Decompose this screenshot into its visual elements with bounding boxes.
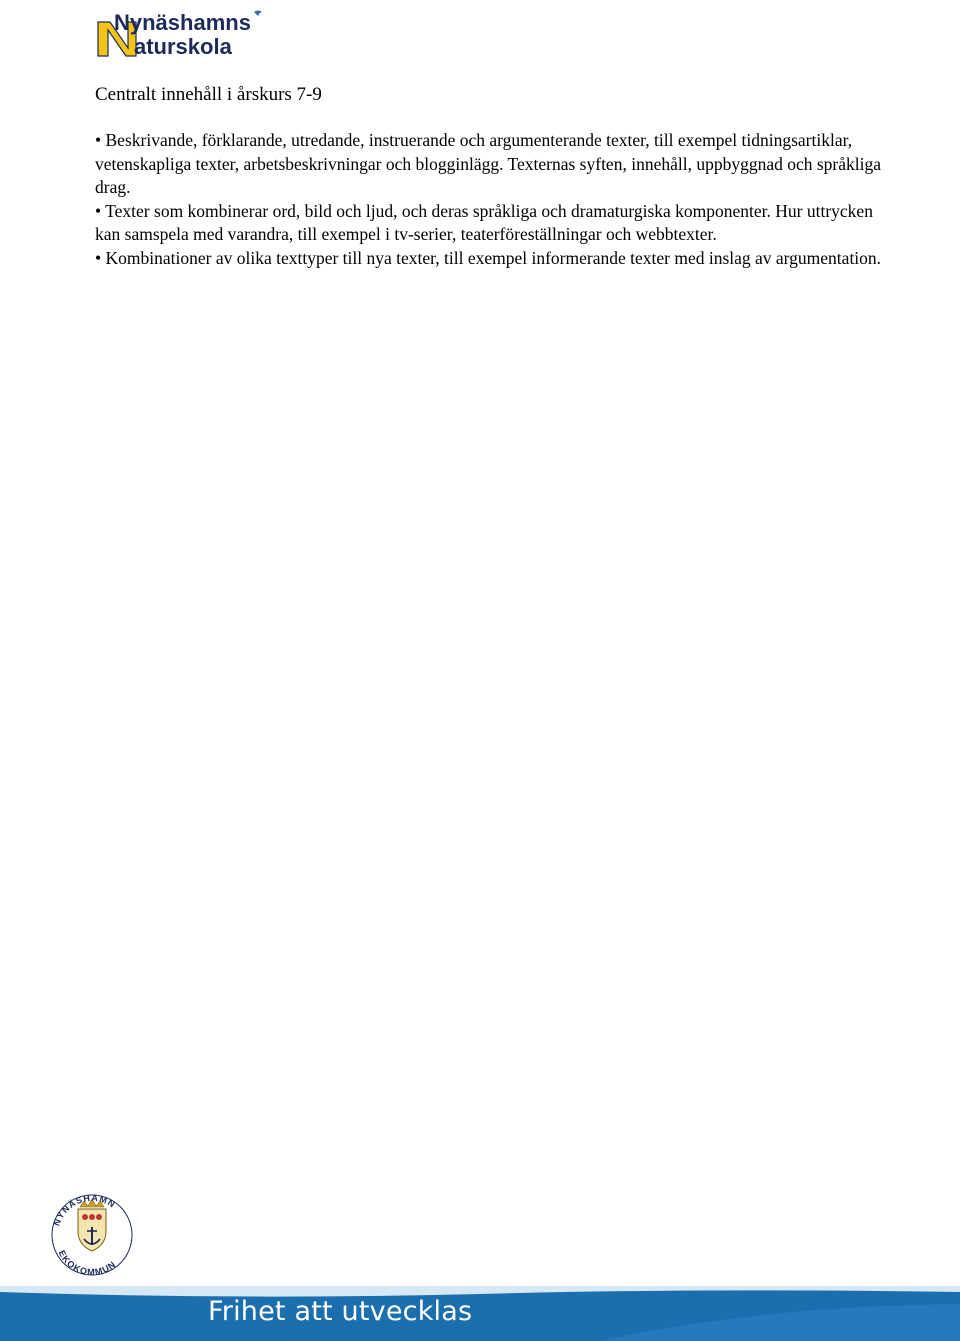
seal-graphic [48,1183,136,1283]
naturskola-logo-graphic [96,8,276,58]
svg-text:NYNÄSHAMN: NYNÄSHAMN [51,1192,118,1228]
slogan: Frihet att utvecklas [208,1296,473,1327]
municipality-seal [48,1183,136,1283]
content-item: • Beskrivande, förklarande, utredande, instruerande och argumenterande texter, till exempel tidningsartiklar, vetenskapliga texter, arbetsbeskrivningar och blogginlägg. Texternas syften, innehåll, uppbyggnad och språkliga drag. [95,130,882,197]
banner-graphic [0,1286,960,1341]
naturskola-logo [96,8,276,58]
logo-line1: Nynäshamns [114,10,251,35]
bird-icon [254,11,262,17]
content-list [95,129,885,270]
document-title: Centralt innehåll i årskurs 7-9 [95,84,322,105]
logo-line2: aturskola [134,34,232,58]
content-item: • Kombinationer av olika texttyper till nya texter, till exempel informerande texter med inslag av argumentation. [95,247,882,268]
footer-banner [0,1286,960,1341]
content-item: • Texter som kombinerar ord, bild och ljud, och deras språkliga och dramaturgiska komponenter. Hur uttrycken kan samspela med varandra, till exempel i tv-serier, teaterföreställningar och webbtexter. [95,200,873,244]
svg-text:EKOKOMMUN: EKOKOMMUN [56,1248,118,1278]
